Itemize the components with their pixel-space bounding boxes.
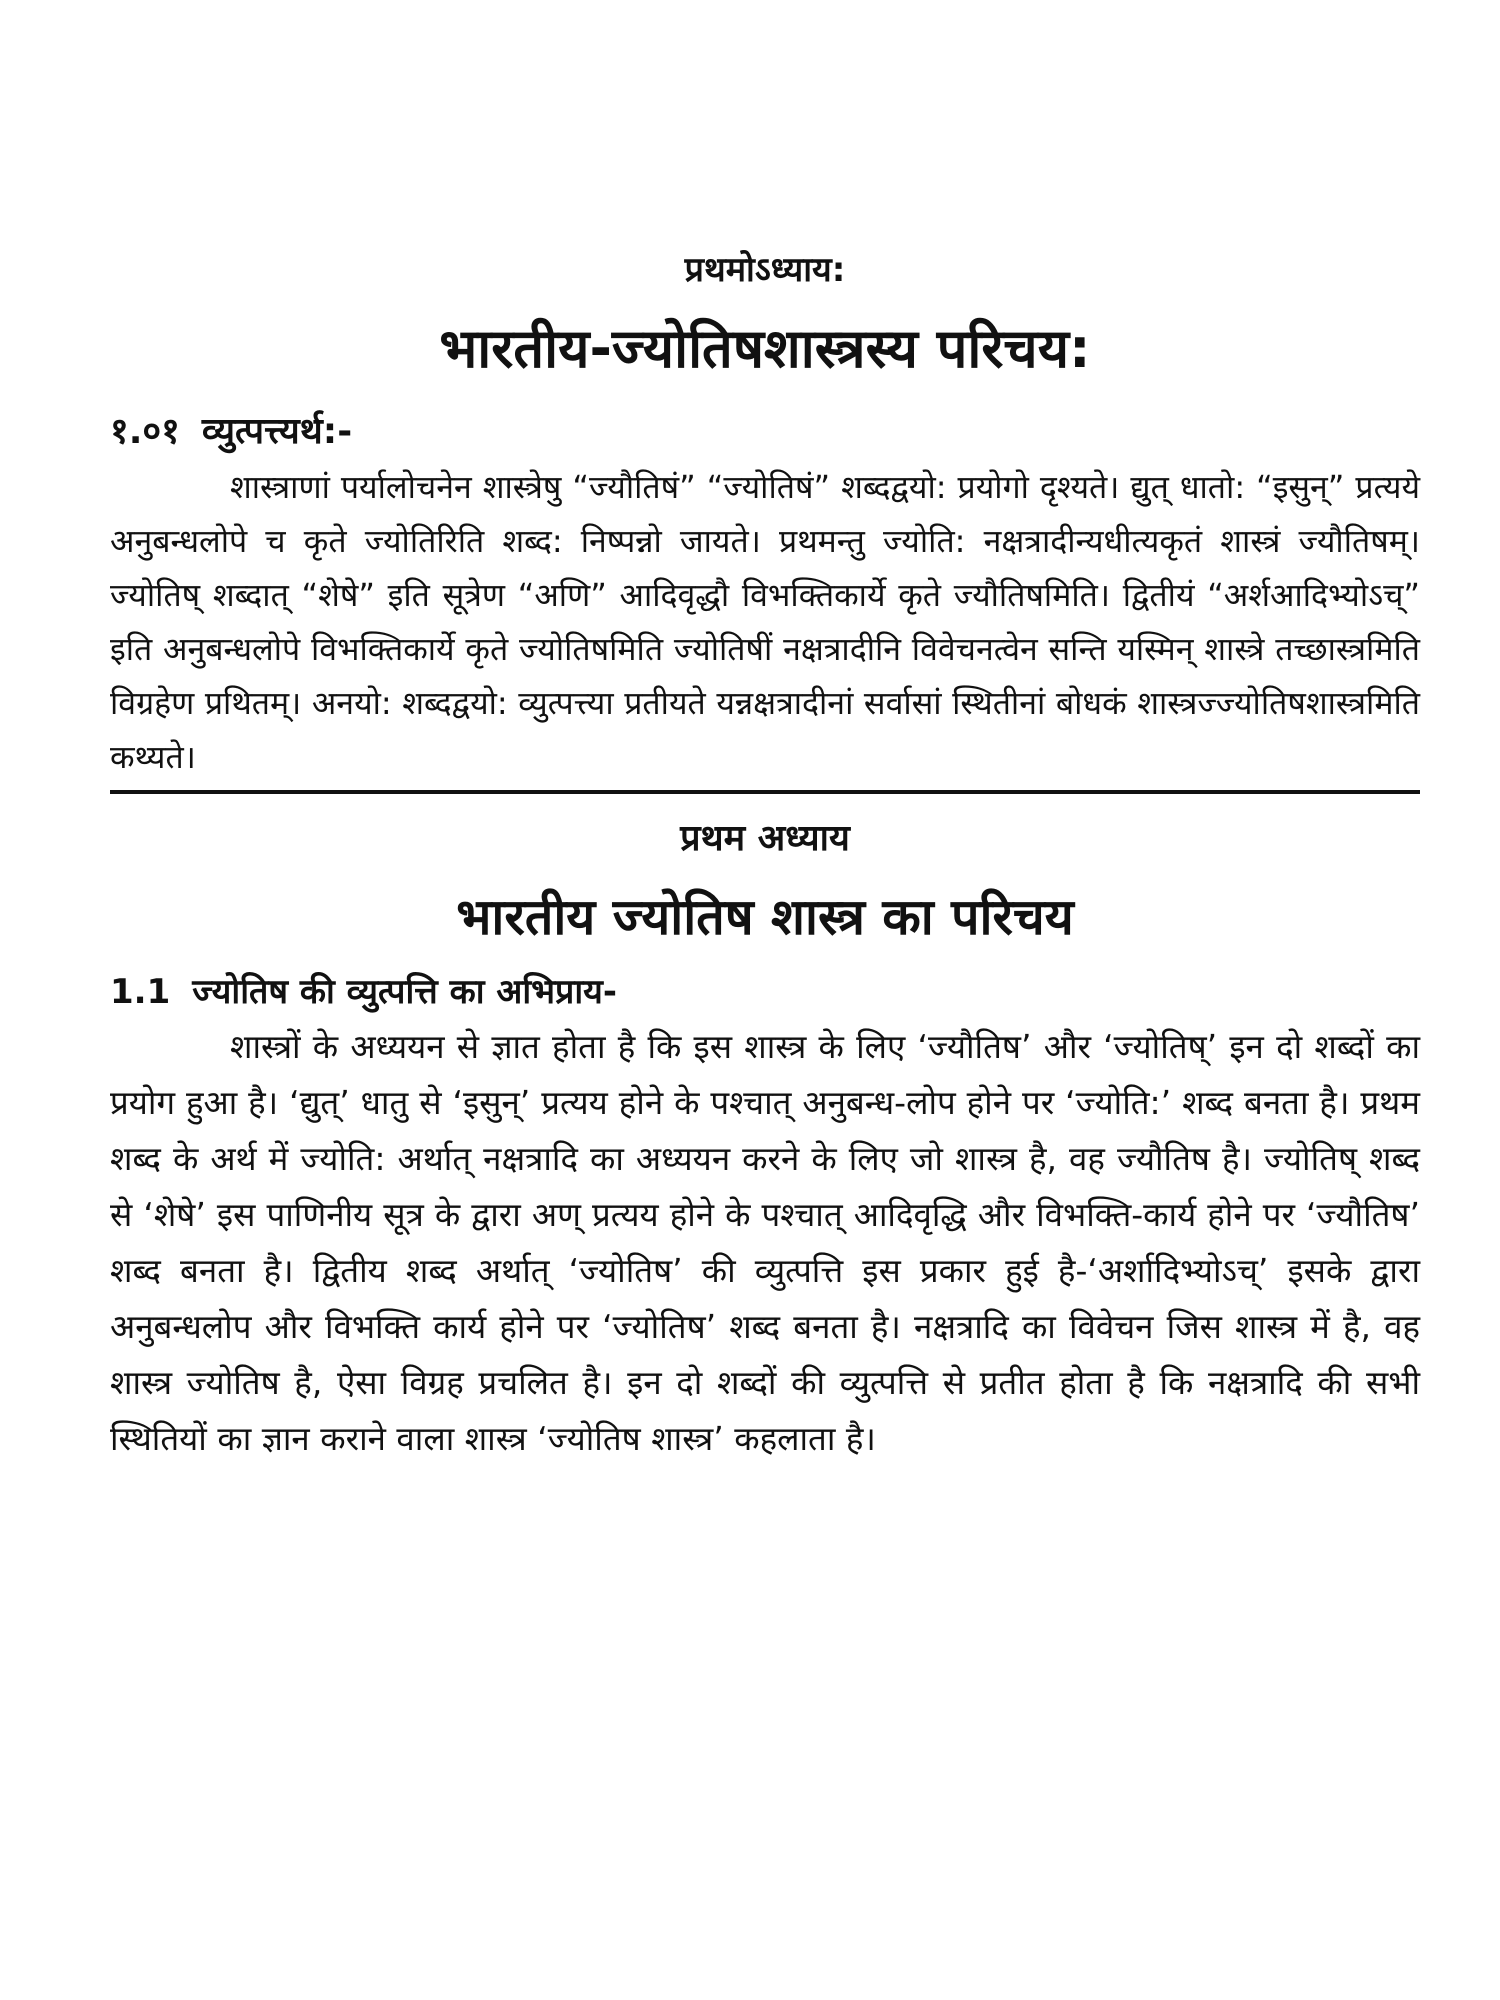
sanskrit-chapter-title: भारतीय-ज्योतिषशास्त्रस्य परिचय: bbox=[439, 317, 1091, 380]
sanskrit-paragraph: शास्त्राणां पर्यालोचनेन शास्त्रेषु “ज्यौतिषं” “ज्योतिषं” शब्दद्वयो: प्रयोगो दृश्यते। द्युत् धातो: “इसुन्” प्रत्यये अनुबन्धलोपे च कृते ज्योतिरिति शब्द: निष्पन्नो जायते। प्रथमन्तु ज्योति: नक्षत्रादीन्यधीत्यकृतं शास्त्रं ज्यौतिषम्। ज्योतिष् शब्दात् “शेषे” इति सूत्रेण “अणि” आदिवृद्धौ विभक्तिकार्ये कृते ज्यौतिषमिति। द्वितीयं “अर्शआदिभ्योऽच्” इति अनुबन्धलोपे विभक्तिकार्ये कृते ज्योतिषमिति ज्योतिषीं नक्षत्रादीनि विवेचनत्वेन सन्ति यस्मिन् शास्त्रे तच्छास्त्रमिति विग्रहेण प्रथितम्। अनयो: शब्दद्वयो: व्युत्पत्त्या प्रतीयते यन्नक्षत्रादीनां सर्वासां स्थितीनां बोधकं शास्त्रज्ज्योतिषशास्त्रमिति कथ्यते। bbox=[110, 468, 1420, 776]
sanskrit-subsection-number: १.०१ bbox=[110, 411, 180, 452]
hindi-subsection-number: 1.1 bbox=[110, 972, 171, 1012]
hindi-paragraph: शास्त्रों के अध्ययन से ज्ञात होता है कि इस शास्त्र के लिए ‘ज्यौतिष’ और ‘ज्योतिष्’ इन दो शब्दों का प्रयोग हुआ है। ‘द्युत्’ धातु से ‘इसुन्’ प्रत्यय होने के पश्चात् अनुबन्ध-लोप होने पर ‘ज्योति:’ शब्द बनता है। प्रथम शब्द के अर्थ में ज्योति: अर्थात् नक्षत्रादि का अध्ययन करने के लिए जो शास्त्र है, वह ज्यौतिष है। ज्योतिष् शब्द से ‘शेषे’ इस पाणिनीय सूत्र के द्वारा अण् प्रत्यय होने के पश्चात् आदिवृद्धि और विभक्ति-कार्य होने पर ‘ज्यौतिष’ शब्द बनता है। द्वितीय शब्द अर्थात् ‘ज्योतिष’ की व्युत्पत्ति इस प्रकार हुई है-‘अर्शादिभ्योऽच्’ इसके द्वारा अनुबन्धलोप और विभक्ति कार्य होने पर ‘ज्योतिष’ शब्द बनता है। नक्षत्रादि का विवेचन जिस शास्त्र में है, वह शास्त्र ज्योतिष है, ऐसा विग्रह प्रचलित है। इन दो शब्दों की व्युत्पत्ति से प्रतीत होता है कि नक्षत्रादि की सभी स्थितियों का ज्ञान कराने वाला शास्त्र ‘ज्योतिष शास्त्र’ कहलाता है। bbox=[110, 1027, 1420, 1458]
sanskrit-chapter-heading: प्रथमोऽध्याय: bbox=[684, 250, 846, 290]
hindi-chapter-title: भारतीय ज्योतिष शास्त्र का परिचय bbox=[456, 888, 1074, 946]
hindi-subsection-title: ज्योतिष की व्युत्पत्ति का अभिप्राय- bbox=[192, 972, 618, 1012]
hindi-section bbox=[110, 812, 1420, 1467]
sanskrit-subsection-heading bbox=[110, 405, 1420, 454]
section-divider bbox=[110, 790, 1420, 794]
sanskrit-section bbox=[110, 245, 1420, 784]
document-page bbox=[110, 245, 1420, 1467]
sanskrit-subsection-title: व्युत्पत्त्यर्थ:- bbox=[201, 411, 353, 452]
hindi-subsection-heading bbox=[110, 967, 1420, 1013]
hindi-chapter-heading: प्रथम अध्याय bbox=[680, 818, 850, 859]
